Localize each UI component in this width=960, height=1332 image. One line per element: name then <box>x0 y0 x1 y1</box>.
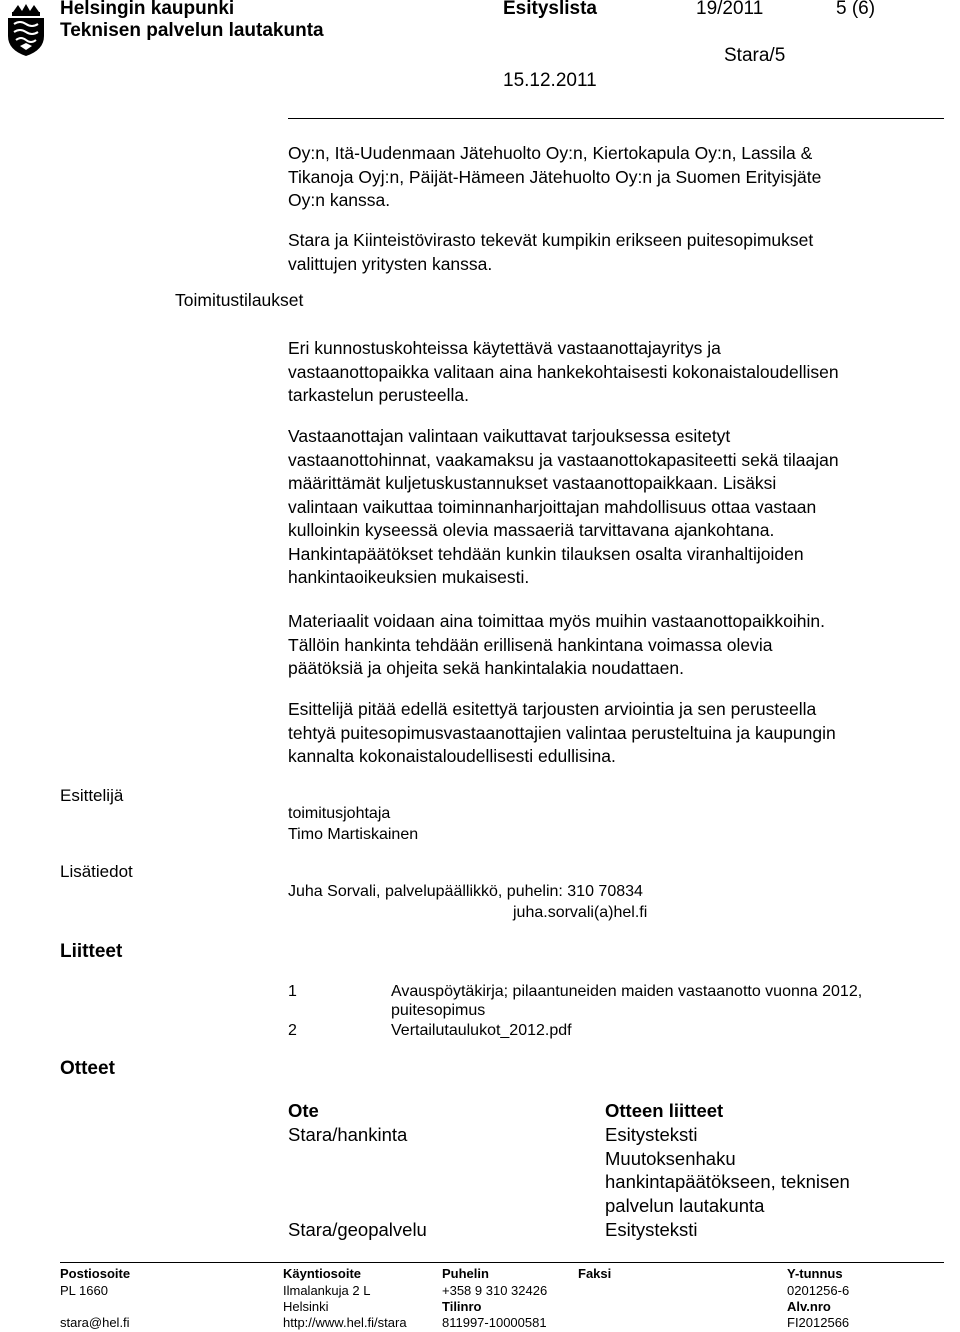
text-line: vastaanottohinnat, vaakamaksu ja vastaanottokapasiteetti sekä tilaajan <box>288 449 839 470</box>
extract-attachments-heading: Otteen liitteet <box>605 1100 724 1121</box>
header-rule <box>288 118 944 119</box>
text-line: tarkastelun perusteella. <box>288 385 469 405</box>
extract-recipient-heading: Ote <box>288 1100 319 1121</box>
selection-paragraph <box>288 337 948 408</box>
text-line: Oy:n, Itä-Uudenmaan Jätehuolto Oy:n, Kiertokapula Oy:n, Lassila & <box>288 143 813 163</box>
text-line: tehtyä puitesopimusvastaanottajien valintaa perusteltuina ja kaupungin <box>288 722 836 743</box>
contact-email: juha.sorvali(a)hel.fi <box>513 904 648 921</box>
text-line: valintaan vaikuttaa toiminnanharjoittajan mahdollisuus ottaa vastaan <box>288 496 817 517</box>
text-line: Vastaanottajan valintaan vaikuttavat tarjouksessa esitetyt <box>288 426 731 446</box>
text-line: Esittelijä pitää edellä esitettyä tarjousten arviointia ja sen perusteella <box>288 699 817 719</box>
footer-business-id: 0201256-6 <box>787 1283 850 1298</box>
footer-phone-number: +358 9 310 32426 <box>442 1283 548 1298</box>
attachment-title: Avauspöytäkirja; pilaantuneiden maiden vastaanotto vuonna 2012, <box>391 983 863 1000</box>
footer-col-postal <box>60 1266 130 1281</box>
presenter-opinion-paragraph <box>288 698 948 769</box>
footer-col-fax <box>578 1266 611 1281</box>
footer-col-business-id <box>787 1266 843 1281</box>
extract-recipient: Stara/hankinta <box>288 1124 408 1145</box>
footer-account-number: 811997-10000581 <box>442 1315 547 1330</box>
attachment-number: 1 <box>288 983 297 1000</box>
footer-heading: Puhelin <box>442 1266 489 1281</box>
text-line: Stara ja Kiinteistövirasto tekevät kumpikin erikseen puitesopimukset <box>288 230 814 250</box>
text-line: Oy:n kanssa. <box>288 190 391 210</box>
attachment-number: 2 <box>288 1022 297 1039</box>
footer-postal-line1: PL 1660 <box>60 1283 108 1298</box>
criteria-paragraph <box>288 425 948 590</box>
extract-attachment: hankintapäätökseen, teknisen <box>605 1171 850 1192</box>
section-heading-toimitustilaukset: Toimitustilaukset <box>175 290 304 310</box>
extracts-label: Otteet <box>60 1058 115 1079</box>
text-line: päätöksiä ja ohjeita sekä hankintalakia noudattaen. <box>288 658 684 678</box>
text-line: Materiaalit voidaan aina toimittaa myös muihin vastaanottopaikkoihin. <box>288 611 825 631</box>
presenter-label: Esittelijä <box>60 786 124 805</box>
document-number: 19/2011 <box>696 0 764 19</box>
section-code: Stara/5 <box>724 45 786 66</box>
page-number: 5 (6) <box>836 0 876 19</box>
attachments-label: Liitteet <box>60 941 123 962</box>
intro-paragraph <box>288 142 948 213</box>
info-label: Lisätiedot <box>60 862 133 881</box>
footer-rule <box>60 1262 944 1263</box>
footer-website: http://www.hel.fi/stara <box>283 1315 407 1330</box>
footer-heading: Y-tunnus <box>787 1266 843 1281</box>
extract-recipient: Stara/geopalvelu <box>288 1219 427 1240</box>
materials-paragraph <box>288 610 948 681</box>
text-line: valittujen yritysten kanssa. <box>288 253 493 274</box>
footer-heading: Faksi <box>578 1266 612 1281</box>
meeting-date: 15.12.2011 <box>503 70 597 91</box>
presenter-title: toimitusjohtaja <box>288 805 391 822</box>
extract-attachment: Esitysteksti <box>605 1219 698 1240</box>
attachment-title-continued: puitesopimus <box>391 1002 486 1019</box>
footer-account-heading: Tilinro <box>442 1299 482 1314</box>
footer-visit-line2: Helsinki <box>283 1299 329 1314</box>
footer-email: stara@hel.fi <box>60 1315 130 1330</box>
helsinki-crest-icon <box>4 2 48 58</box>
text-line: Tikanoja Oyj:n, Päijät-Hämeen Jätehuolto Oy:n ja Suomen Erityisjäte <box>288 166 822 187</box>
extract-attachment: Esitysteksti <box>605 1124 698 1145</box>
text-line: kulloinkin kyseessä olevia massaeriä tarvittavana ajankohtana. <box>288 520 775 540</box>
text-line: määrittämät kuljetuskustannukset vastaanottopaikkaan. Lisäksi <box>288 473 777 493</box>
footer-visit-line1: Ilmalankuja 2 L <box>283 1283 371 1298</box>
presenter-name: Timo Martiskainen <box>288 826 419 843</box>
contact-person: Juha Sorvali, palvelupäällikkö, puhelin: 310 70834 <box>288 883 643 900</box>
attachment-title: Vertailutaulukot_2012.pdf <box>391 1022 572 1039</box>
text-line: Eri kunnostuskohteissa käytettävä vastaanottajayritys ja <box>288 338 721 358</box>
footer-heading: Postiosoite <box>60 1266 131 1281</box>
extract-attachment: palvelun lautakunta <box>605 1195 765 1216</box>
extract-attachment: Muutoksenhaku <box>605 1148 736 1169</box>
text-line: vastaanottopaikka valitaan aina hankekohtaisesti kokonaistaloudellisen <box>288 361 839 382</box>
contracts-paragraph <box>288 229 948 276</box>
committee-name: Teknisen palvelun lautakunta <box>60 20 324 41</box>
city-crest-logo <box>4 2 48 58</box>
text-line: Hankintapäätökset tehdään kunkin tilauksen osalta viranhaltijoiden <box>288 543 804 564</box>
footer-vat-heading: Alv.nro <box>787 1299 831 1314</box>
document-type: Esityslista <box>503 0 597 19</box>
organization-name: Helsingin kaupunki <box>60 0 235 19</box>
text-line: Tällöin hankinta tehdään erillisenä hankintana voimassa olevia <box>288 634 773 655</box>
text-line: kannalta kokonaistaloudellisesti edullisina. <box>288 746 616 766</box>
footer-col-phone <box>442 1266 489 1281</box>
footer-col-visit <box>283 1266 361 1281</box>
footer-heading: Käyntiosoite <box>283 1266 362 1281</box>
text-line: hankintaoikeuksien mukaisesti. <box>288 567 530 587</box>
footer-vat-number: FI2012566 <box>787 1315 850 1330</box>
